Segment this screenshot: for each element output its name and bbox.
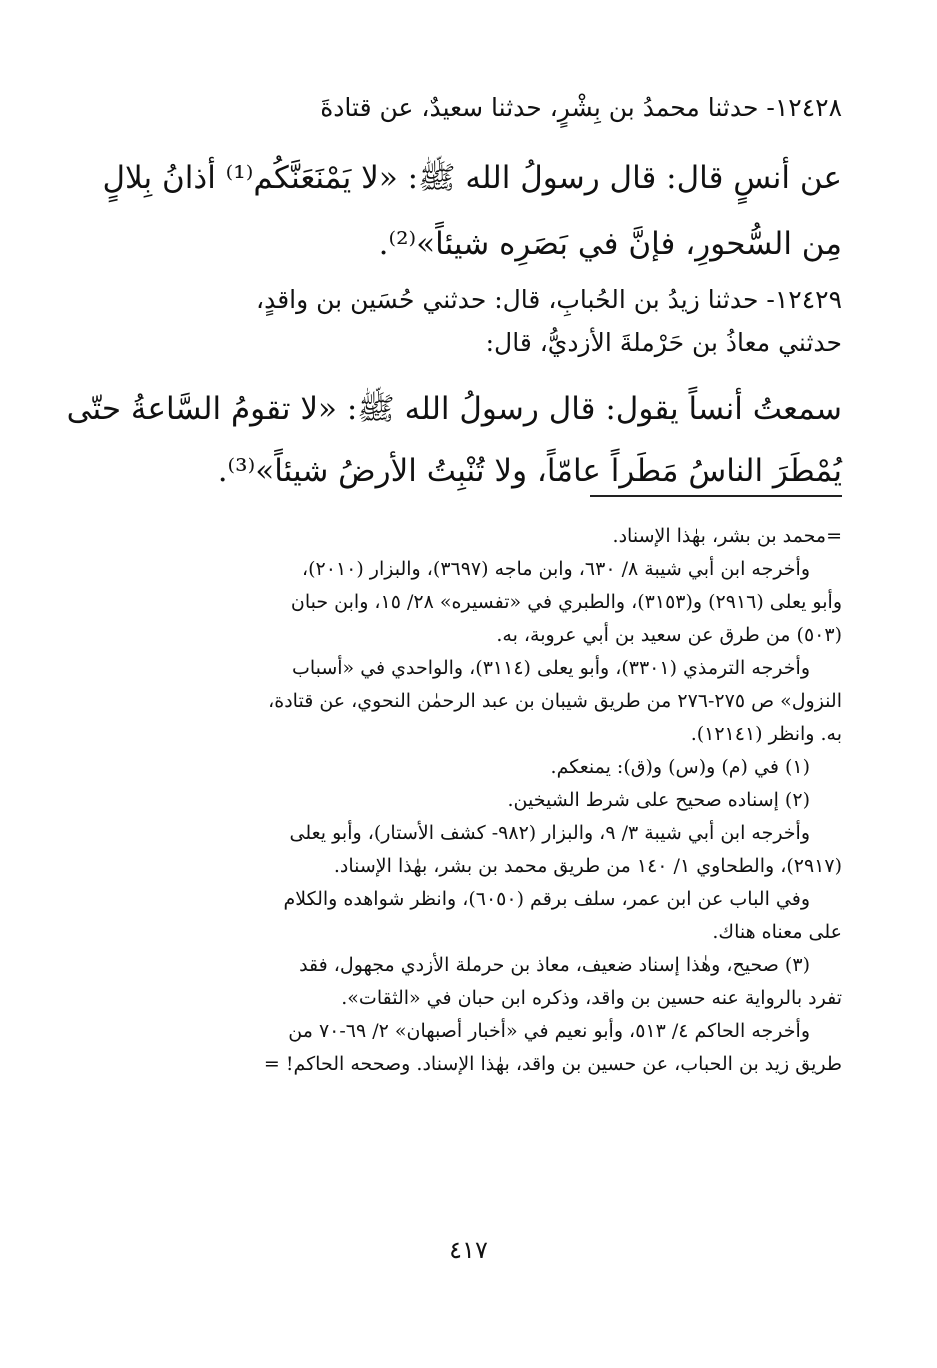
footnote-line: وأخرجه ابن أبي شيبة ٨/ ٦٣٠، وابن ماجه (٣٦٩٧)، والبزار (٢٠١٠)، [301, 558, 810, 580]
footnote-line: (٥٠٣) من طرق عن سعيد بن أبي عروبة، به. [496, 624, 842, 646]
footnote-line: وأخرجه الترمذي (٣٣٠١)، وأبو يعلى (٣١١٤)، والواحدي في «أسباب [291, 657, 810, 679]
hadith-12429-matn [66, 378, 842, 502]
footnote-line: طريق زيد بن الحباب، عن حسين بن واقد، بهٰذا الإسناد. وصححه الحاكم! = [263, 1053, 842, 1075]
footnote-separator [590, 495, 842, 497]
hadith-12428-isnad [130, 88, 842, 128]
text-line: ١٢٤٢٨- حدثنا محمدُ بن بِشْرٍ، حدثنا سعيدٌ، عن قتادةَ [320, 93, 842, 122]
footnote-line: وأخرجه الحاكم ٤/ ٥١٣، وأبو نعيم في «أخبار أصبهان» ٢/ ٦٩-٧٠ من [288, 1020, 810, 1042]
footnote-2: (٢) إسناده صحيح على شرط الشيخين. [507, 789, 810, 811]
text-line: يُمْطَرَ الناسُ مَطَراً عامّاً، ولا تُنْبِتُ الأرضُ شيئاً»⁽³⁾. [217, 453, 842, 489]
text-line: ١٢٤٢٩- حدثنا زيدُ بن الحُبابِ، قال: حدثني حُسَين بن واقدٍ، [256, 285, 842, 314]
text-line: عن أنسٍ قال: قال رسولُ الله ﷺ: «لا يَمْنَعَنَّكُم⁽¹⁾ أذانُ بِلالٍ [102, 160, 842, 196]
footnote-line: وأخرجه ابن أبي شيبة ٣/ ٩، والبزار (٩٨٢- كشف الأستار)، وأبو يعلى [289, 822, 810, 844]
footnote-3: (٣) صحيح، وهٰذا إسناد ضعيف، معاذ بن حرملة الأزدي مجهول، فقد [299, 954, 810, 976]
footnote-line: =محمد بن بشر، بهٰذا الإسناد. [612, 525, 842, 547]
footnotes [130, 520, 842, 1081]
text-line: حدثني معاذُ بن حَرْملةَ الأزديُّ، قال: [485, 328, 842, 357]
hadith-12428-matn [102, 145, 842, 277]
footnote-line: النزول» ص ٢٧٥-٢٧٦ من طريق شيبان بن عبد الرحمٰن النحوي، عن قتادة، [268, 690, 842, 712]
footnote-line: به. وانظر (١٢١٤١). [690, 723, 842, 745]
text-line: سمعتُ أنساً يقول: قال رسولُ الله ﷺ: «لا تقومُ السَّاعةُ حتّى [66, 391, 842, 427]
footnote-1: (١) في (م) و(س) و(ق): يمنعكم. [550, 756, 810, 778]
hadith-12429-isnad [130, 278, 842, 364]
footnote-line: وأبو يعلى (٢٩١٦) و(٣١٥٣)، والطبري في «تفسيره» ٢٨/ ١٥، وابن حبان [290, 591, 842, 613]
footnote-line: وفي الباب عن ابن عمر، سلف برقم (٦٠٥٠)، وانظر شواهده والكلام [283, 888, 810, 910]
text-line: مِن السُّحورِ، فإنَّ في بَصَرِه شيئاً»⁽²⁾. [378, 226, 842, 262]
footnote-line: على معناه هناك. [712, 921, 842, 943]
footnote-line: (٢٩١٧)، والطحاوي ١/ ١٤٠ من طريق محمد بن بشر، بهٰذا الإسناد. [333, 855, 842, 877]
page-number: ٤١٧ [449, 1236, 488, 1264]
footnote-line: تفرد بالرواية عنه حسين بن واقد، وذكره ابن حبان في «الثقات». [341, 987, 842, 1009]
